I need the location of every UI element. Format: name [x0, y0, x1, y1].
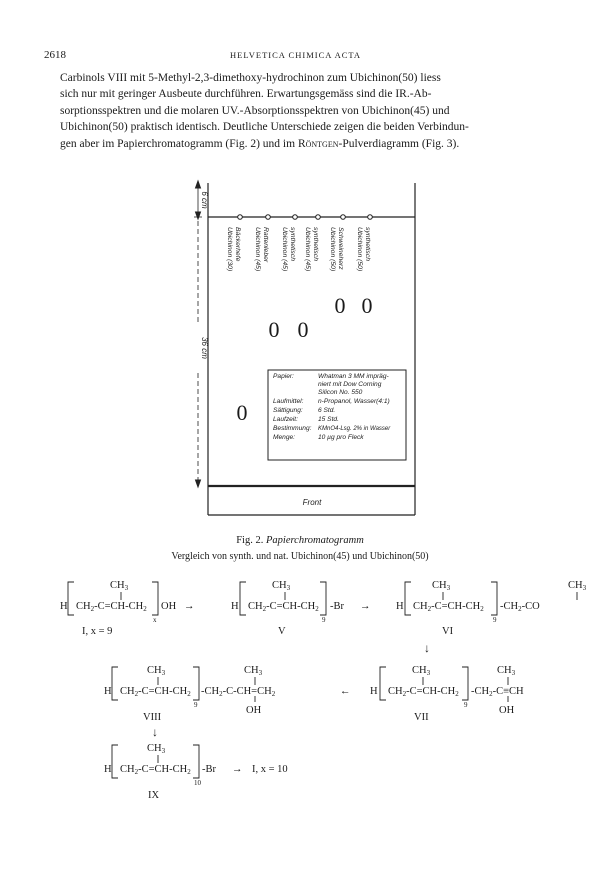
- start-point: [293, 215, 298, 220]
- start-point: [368, 215, 373, 220]
- arrow: →: [360, 601, 371, 612]
- condition-label: Menge:: [273, 434, 295, 441]
- methyl-group: CH3: [244, 665, 263, 677]
- paragraph-line: [60, 136, 558, 152]
- spot: 0: [236, 400, 248, 425]
- condition-value: KMnO4-Lsg. 2% in Wasser: [318, 426, 391, 432]
- paragraph-text: gen aber im Papierchromatogramm (Fig. 2) und im: [60, 137, 298, 150]
- label-VIII: VIII: [143, 712, 162, 723]
- figure-caption: [0, 535, 600, 546]
- methyl-group: CH3: [147, 743, 166, 755]
- lane-label: Ubichinon (45): [281, 227, 288, 272]
- paragraph-line: Ubichinon(50) praktisch identisch. Deutliche Unterschiede zeigen die beiden Verbindun-: [60, 121, 469, 134]
- caption-label: Fig. 2.: [236, 535, 264, 546]
- lane-label: synthetisch: [364, 227, 371, 262]
- scheme-row-3: [104, 743, 288, 801]
- lane-label: synthetisch: [289, 227, 296, 262]
- condition-label: Papier:: [273, 373, 294, 380]
- start-point: [341, 215, 346, 220]
- condition-value: 10 µg pro Fleck: [318, 434, 364, 441]
- hydroxyl-group: OH: [499, 705, 515, 716]
- formula-V: H CH2-C=CH-CH2 -Br: [231, 601, 344, 613]
- lane-labels: [226, 227, 371, 271]
- repeat-x: x: [153, 616, 157, 624]
- arrow: ←: [340, 686, 351, 697]
- condition-label: Sättigung:: [273, 407, 303, 414]
- arrow: ↓: [152, 725, 158, 739]
- condition-value: n-Propanol, Wasser(4:1): [318, 398, 390, 405]
- figure-subcaption: Vergleich von synth. und nat. Ubichinon(45) und Ubichinon(50): [171, 551, 429, 562]
- lane-label: Ubichinon (50): [356, 227, 363, 272]
- condition-value: Silicon No. 550: [318, 389, 363, 396]
- repeat-9: 9: [493, 616, 497, 624]
- methyl-group: CH3: [412, 665, 431, 677]
- spot: 0: [297, 317, 309, 342]
- label-I: I, x = 9: [82, 626, 113, 637]
- lane-label: Schweineherz: [337, 227, 344, 270]
- condition-label: Laufmittel:: [273, 398, 304, 405]
- page-number: 2618: [44, 49, 66, 61]
- condition-value: niert mit Dow Corning: [318, 381, 382, 388]
- arrow: ↓: [424, 641, 430, 655]
- scheme-row-2: [104, 665, 524, 739]
- formula-VI: H CH2-C=CH-CH2 -CH2-CO: [396, 601, 540, 613]
- formula-I: H CH2-C=CH-CH2 OH: [60, 601, 177, 613]
- condition-value: 15 Std.: [318, 416, 339, 423]
- repeat-9: 9: [194, 701, 198, 709]
- label-V: V: [278, 626, 286, 637]
- chromatogram-figure: [190, 175, 420, 525]
- roentgen-name: Röntgen: [297, 137, 339, 150]
- formula-VII: H CH2-C=CH-CH2 -CH2-C≡CH: [370, 686, 524, 698]
- spot: 0: [268, 317, 280, 342]
- methyl-group: CH3: [497, 665, 516, 677]
- hydroxyl-group: OH: [246, 705, 262, 716]
- label-VI: VI: [442, 626, 454, 637]
- lane-label: Rattenleber: [262, 227, 269, 263]
- lane-label: Ubichinon (50): [329, 227, 336, 272]
- lane-label: synthetisch: [312, 227, 319, 262]
- methyl-group: CH3: [147, 665, 166, 677]
- spot: 0: [361, 293, 373, 318]
- reaction-scheme: [0, 570, 600, 880]
- front-label: Front: [302, 498, 322, 507]
- condition-label: Laufzeit:: [273, 416, 298, 423]
- lane-label: Ubichinon (45): [304, 227, 311, 272]
- formula-VIII: H CH2-C=CH-CH2 -CH2-C-CH=CH2: [104, 686, 276, 698]
- lane-label: Ubichinon (30): [226, 227, 233, 272]
- start-point: [238, 215, 243, 220]
- paragraph-text: -Pulverdiagramm (Fig. 3).: [338, 137, 460, 150]
- methyl-group: CH3: [432, 580, 451, 592]
- methyl-group: CH3: [272, 580, 291, 592]
- caption-title: Papierchromatogramm: [265, 535, 364, 546]
- lane-label: Bäckerhefe: [234, 227, 241, 262]
- journal-title: HELVETICA CHIMICA ACTA: [230, 50, 362, 60]
- spot: 0: [334, 293, 346, 318]
- repeat-9: 9: [464, 701, 468, 709]
- condition-value: Whatman 3 MM impräg-: [318, 373, 389, 380]
- paragraph-line: sorptionsspektren und die molaren UV.-Absorptionsspektren von Ubichinon(45) und: [60, 104, 450, 117]
- arrow: →: [232, 764, 243, 775]
- lane-label: Ubichinon (45): [254, 227, 261, 272]
- methyl-group: CH3: [568, 580, 587, 592]
- methyl-group: CH3: [110, 580, 129, 592]
- paragraph-line: Carbinols VIII mit 5-Methyl-2,3-dimethoxy-hydrochinon zum Ubichinon(50) liess: [60, 72, 441, 84]
- repeat-10: 10: [194, 779, 201, 787]
- start-point: [266, 215, 271, 220]
- body-paragraph: [60, 70, 558, 152]
- dimension-label-6cm: 6 cm: [200, 191, 209, 209]
- product-label: I, x = 10: [252, 764, 288, 775]
- repeat-9: 9: [322, 616, 326, 624]
- label-VII: VII: [414, 712, 429, 723]
- start-point: [316, 215, 321, 220]
- condition-label: Bestimmung:: [273, 425, 312, 432]
- label-IX: IX: [148, 790, 160, 801]
- paragraph-line: sich nur mit geringer Ausbeute durchführen. Erwartungsgemäss sind die IR.-Ab-: [60, 88, 432, 101]
- dimension-axis: [194, 181, 202, 487]
- dimension-label-36cm: 36 cm: [200, 337, 209, 359]
- arrow: →: [184, 601, 195, 612]
- condition-value: 6 Std.: [318, 407, 336, 414]
- scheme-row-1: [60, 580, 587, 655]
- formula-IX: H CH2-C=CH-CH2 -Br: [104, 764, 216, 776]
